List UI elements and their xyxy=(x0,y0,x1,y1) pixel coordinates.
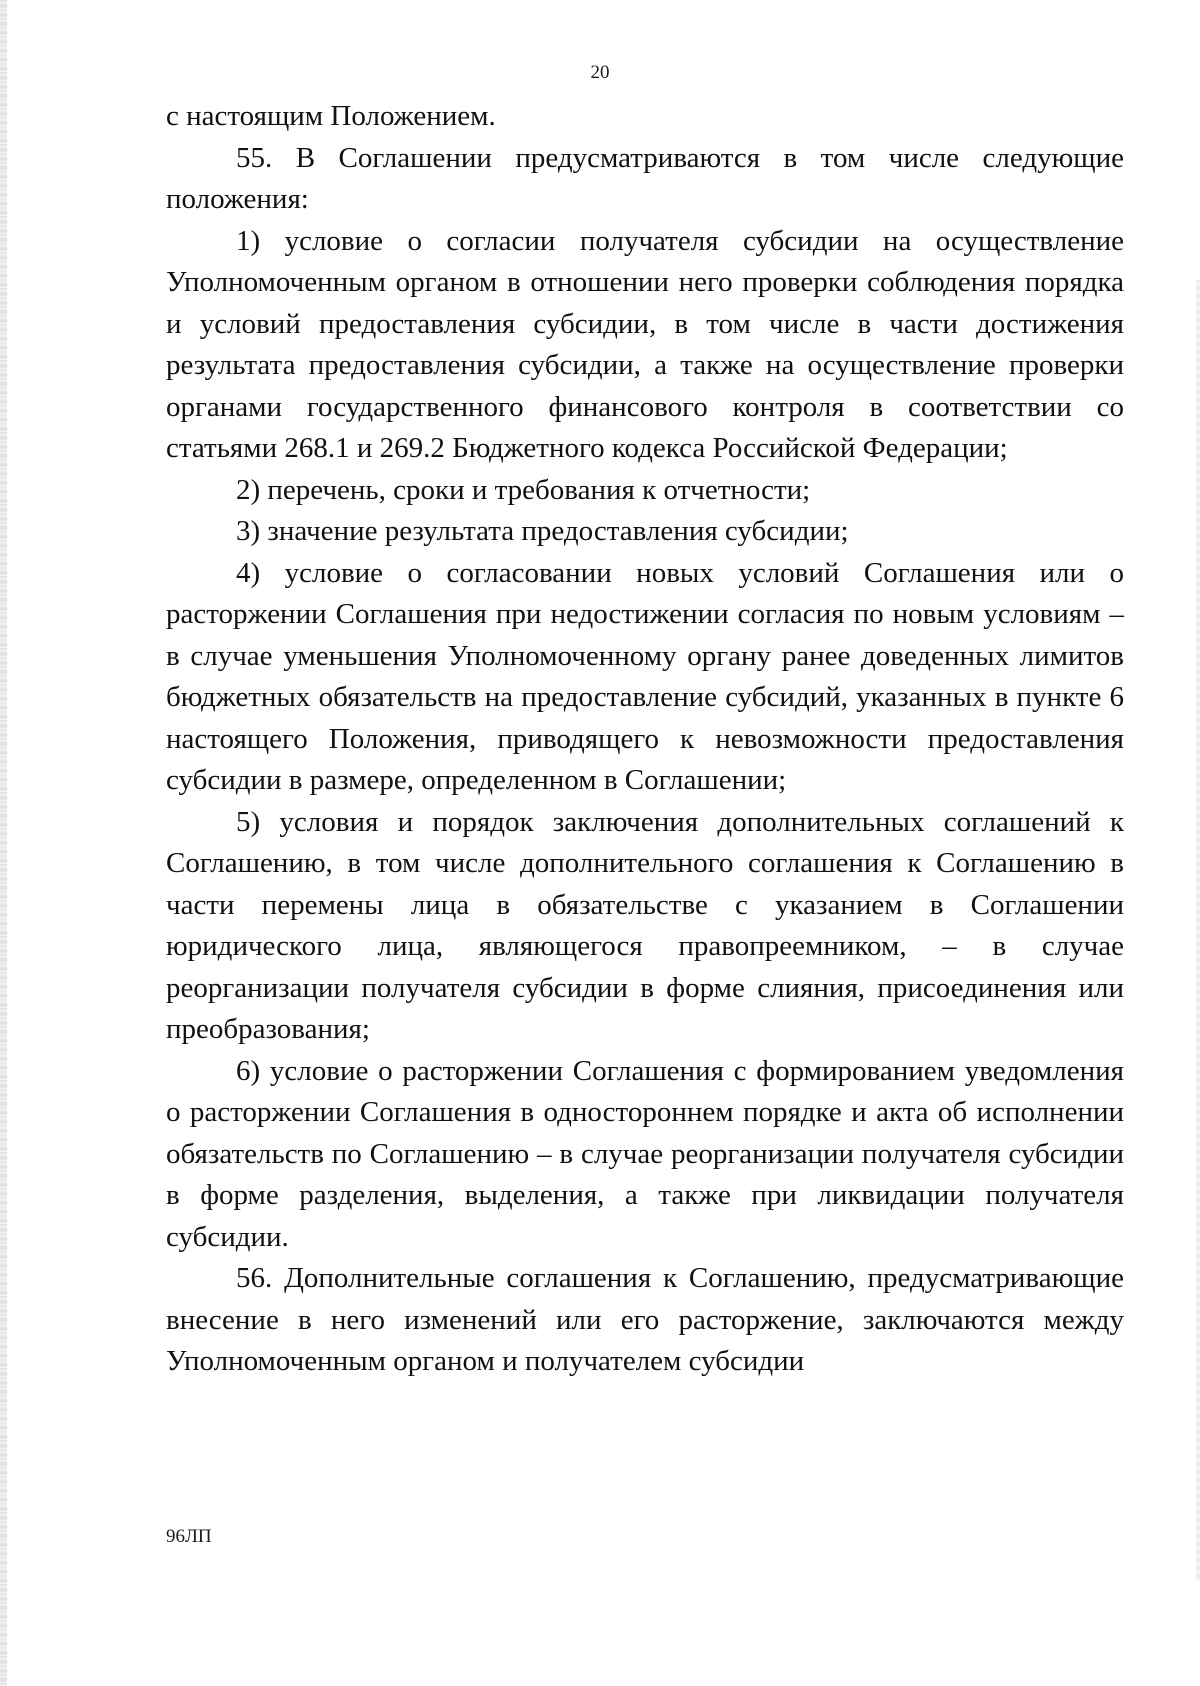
paragraph: с настоящим Положением. xyxy=(166,100,496,132)
document-body xyxy=(166,96,1124,1383)
footer-code: 96ЛП xyxy=(166,1526,212,1547)
scan-edge-left xyxy=(0,0,7,1686)
paragraph-55-item-5: 5) условия и порядок заключения дополнительных соглашений к Соглашению, в том числе дополнительного соглашения к Соглашению в части перемены лица в обязательстве с указанием в Соглашении юридического лица, являющегося правопреемником, – в случае реорганизации получателя субсидии в форме слияния, присоединения или преобразования; xyxy=(166,805,1124,1045)
scan-edge-right xyxy=(1196,280,1200,1580)
paragraph-55: 55. В Соглашении предусматриваются в том числе следующие положения: xyxy=(166,141,1124,215)
paragraph-55-item-2: 2) перечень, сроки и требования к отчетности; xyxy=(236,473,811,506)
paragraph-55-item-6: 6) условие о расторжении Соглашения с формированием уведомления о расторжении Соглашения в одностороннем порядке и акта об исполнении обязательств по Соглашению – в случае реорганизации получателя субсидии в форме разделения, выделения, а также при ликвидации получателя субсидии. xyxy=(166,1054,1124,1253)
paragraph-56: 56. Дополнительные соглашения к Соглашению, предусматривающие внесение в него изменений или его расторжение, заключаются между Уполномоченным органом и получателем субсидии xyxy=(166,1262,1124,1377)
paragraph-55-item-1: 1) условие о согласии получателя субсидии на осуществление Уполномоченным органом в отношении него проверки соблюдения порядка и условий предоставления субсидии, в том числе в части достижения результата предоставления субсидии, а также на осуществление проверки органами государственного финансового контроля в соответствии со статьями 268.1 и 269.2 Бюджетного кодекса Российской Федерации; xyxy=(166,224,1124,464)
paragraph-55-item-3: 3) значение результата предоставления субсидии; xyxy=(236,515,849,547)
paragraph-55-item-4: 4) условие о согласовании новых условий Соглашения или о расторжении Соглашения при недостижении согласия по новым условиям – в случае уменьшения Уполномоченному органу ранее доведенных лимитов бюджетных обязательств на предоставление субсидий, указанных в пункте 6 настоящего Положения, приводящего к невозможности предоставления субсидии в размере, определенном в Соглашении; xyxy=(166,556,1124,796)
page-number: 20 xyxy=(590,62,610,83)
